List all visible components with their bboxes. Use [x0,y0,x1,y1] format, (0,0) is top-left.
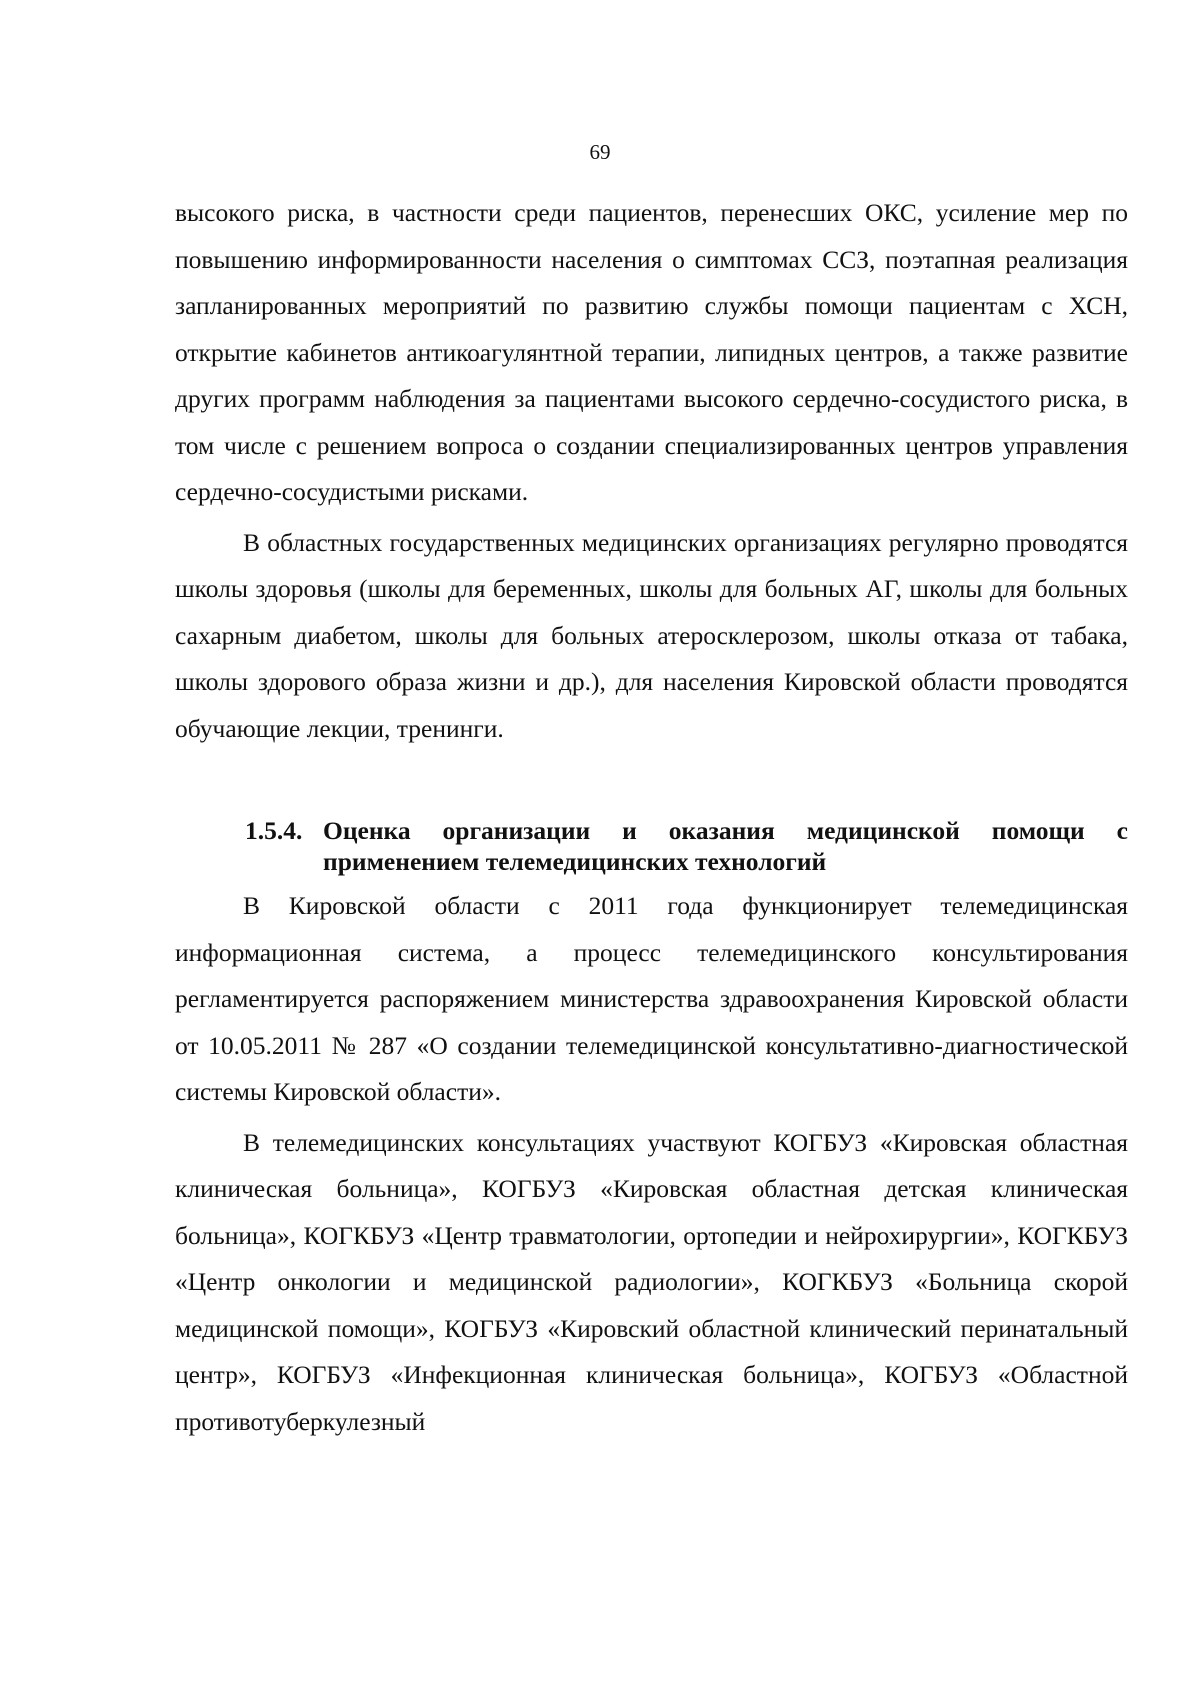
paragraph-telemedicine-system: В Кировской области с 2011 года функционирует телемедицинская информационная система, а процесс телемедицинского консультирования регламентируется распоряжением министерства здравоохранения Кировской области от 10.05.2011 № 287 «О создании телемедицинской консультативно-диагностической системы Кировской области». [175,891,1128,1106]
paragraph-health-schools: В областных государственных медицинских организациях регулярно проводятся школы здоровья (школы для беременных, школы для больных АГ, школы для больных сахарным диабетом, школы для больных атеросклерозом, школы отказа от табака, школы здорового образа жизни и др.), для населения Кировской области проводятся обучающие лекции, тренинги. [175,527,1128,743]
section-number: 1.5.4. [245,816,303,845]
body-text-bottom [175,883,1128,1445]
paragraph-participants: В телемедицинских консультациях участвуют КОГБУЗ «Кировская областная клиническая больница», КОГБУЗ «Кировская областная детская клиническая больница», КОГКБУЗ «Центр травматологии, ортопедии и нейрохирургии», КОГКБУЗ «Центр онкологии и медицинской радиологии», КОГКБУЗ «Больница скорой медицинской помощи», КОГБУЗ «Кировский областной клинический перинатальный центр», КОГБУЗ «Инфекционная клиническая больница», КОГБУЗ «Областной противотуберкулезный [175,1127,1128,1436]
section-title: Оценка организации и оказания медицинской помощи с применением телемедицинских технологий [323,816,1128,876]
body-text-top [175,190,1128,752]
page-number: 69 [589,140,611,164]
paragraph-continuation: высокого риска, в частности среди пациентов, перенесших ОКС, усиление мер по повышению информированности населения о симптомах ССЗ, поэтапная реализация запланированных мероприятий по развитию службы помощи пациентам с ХСН, открытие кабинетов антикоагулянтной терапии, липидных центров, а также развитие других программ наблюдения за пациентами высокого сердечно-сосудистого риска, в том числе с решением вопроса о создании специализированных центров управления сердечно-сосудистыми рисками. [175,198,1128,506]
section-heading [175,815,1128,877]
